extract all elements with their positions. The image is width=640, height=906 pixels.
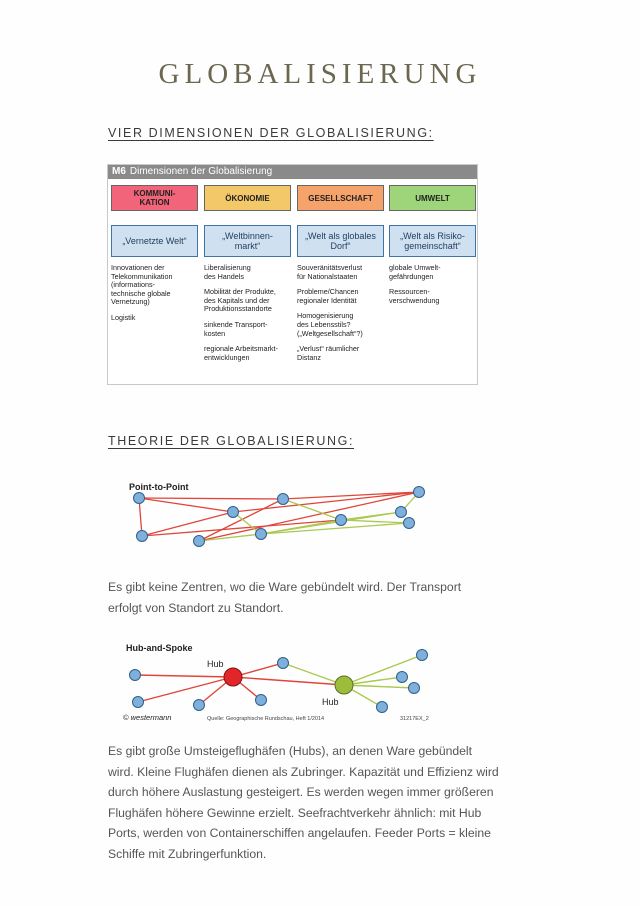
dimension-items	[297, 264, 384, 362]
airport-node	[278, 658, 289, 669]
red-spokes	[135, 663, 344, 705]
dimension-column-society	[297, 185, 384, 369]
hub-label: Hub	[322, 697, 339, 707]
copyright-text: © westermann	[123, 713, 172, 722]
dimension-items	[111, 264, 198, 323]
hub-and-spoke-diagram	[115, 638, 445, 724]
dimension-slogan: „Welt als Risiko- gemeinschaft“	[389, 225, 476, 257]
dimension-item: Mobilität der Produkte, des Kapitals und der Produktionsstandorte	[204, 287, 276, 314]
dimension-item: regionale Arbeitsmarkt- entwicklungen	[204, 344, 278, 362]
dimension-item: „Verlust“ räumlicher Distanz	[297, 344, 360, 362]
airport-node	[417, 650, 428, 661]
hub-node-green	[335, 676, 353, 694]
airport-node	[336, 515, 347, 526]
dimension-item: Souveränitätsverlust für Nationalstaaten	[297, 263, 363, 281]
dimension-item: Liberalisierung des Handels	[204, 263, 251, 281]
dimension-item: sinkende Transport- kosten	[204, 319, 268, 338]
figure-header	[108, 165, 477, 179]
airport-node	[256, 695, 267, 706]
hub-label: Hub	[207, 659, 224, 669]
point-to-point-diagram	[115, 476, 435, 556]
figure-title: Dimensionen der Globalisierung	[129, 166, 273, 177]
airport-node	[228, 507, 239, 518]
source-text: Quelle: Geographische Rundschau, Heft 1/2014	[207, 716, 325, 722]
dimension-items	[389, 264, 476, 305]
airport-node	[409, 683, 420, 694]
dimension-slogan: „Welt als globales Dorf“	[297, 225, 384, 257]
airport-node	[414, 487, 425, 498]
figure-label: M6	[112, 166, 126, 177]
hub-node-red	[224, 668, 242, 686]
airport-node	[133, 697, 144, 708]
paragraph-point-to-point: Es gibt keine Zentren, wo die Ware gebündelt wird. Der Transport erfolgt von Standort zu Standort.	[108, 580, 462, 615]
dimension-column-economy	[204, 185, 291, 369]
dimension-item: Logistik	[111, 312, 136, 322]
airport-node	[396, 507, 407, 518]
dimension-category: KOMMUNI- KATION	[111, 185, 198, 211]
paragraph-hub-and-spoke: Es gibt große Umsteigeflughäfen (Hubs), an denen Ware gebündelt wird. Kleine Flughäfen dienen als Zubringer. Kapazität und Effizienz wird durch höhere Auslastung gesteigert. Es werden wegen immer größeren Flughäfen höhere Gewinne erzielt. Seefrachtverkehr ähnlich: mit Hub Ports, werden von Containerschiffen angelaufen. Feeder Ports = kleine Schiffe mit Zubringerfunktion.	[108, 744, 499, 861]
dimensions-figure	[107, 164, 478, 385]
dimension-item: Ressourcen- verschwendung	[389, 287, 440, 305]
airport-node	[377, 702, 388, 713]
airport-node	[137, 531, 148, 542]
figure-code: 31217EX_2	[400, 716, 429, 722]
dimension-category: ÖKONOMIE	[204, 185, 291, 211]
airport-node	[256, 529, 267, 540]
dimension-category: UMWELT	[389, 185, 476, 211]
airport-node	[404, 518, 415, 529]
dimension-item: Probleme/Chancen regionaler Identität	[297, 287, 359, 305]
spoke-nodes	[130, 650, 428, 713]
dimension-slogan: „Weltbinnen- markt“	[204, 225, 291, 257]
section-heading-theory: THEORIE DER GLOBALISIERUNG:	[108, 434, 355, 448]
dimension-column-environment	[389, 185, 476, 312]
section-heading-dimensions: VIER DIMENSIONEN DER GLOBALISIERUNG:	[108, 126, 434, 140]
airport-node	[397, 672, 408, 683]
dimension-slogan: „Vernetzte Welt“	[111, 225, 198, 257]
airport-node	[130, 670, 141, 681]
dimension-item: globale Umwelt- gefährdungen	[389, 263, 441, 281]
dimension-items	[204, 264, 291, 362]
page-title: GLOBALISIERUNG	[158, 58, 482, 90]
airport-node	[278, 494, 289, 505]
airport-node	[194, 536, 205, 547]
diagram-title: Hub-and-Spoke	[126, 643, 193, 653]
diagram-title: Point-to-Point	[129, 482, 189, 492]
dimension-category: GESELLSCHAFT	[297, 185, 384, 211]
dimension-item: Innovationen der Telekommunikation (informations- technische globale Vernetzung)	[111, 263, 173, 307]
airport-node	[194, 700, 205, 711]
airport-node	[134, 493, 145, 504]
dimension-item: Homogenisierung des Lebensstils? („Weltgesellschaft“?)	[297, 311, 363, 338]
dimension-column-communication	[111, 185, 198, 330]
